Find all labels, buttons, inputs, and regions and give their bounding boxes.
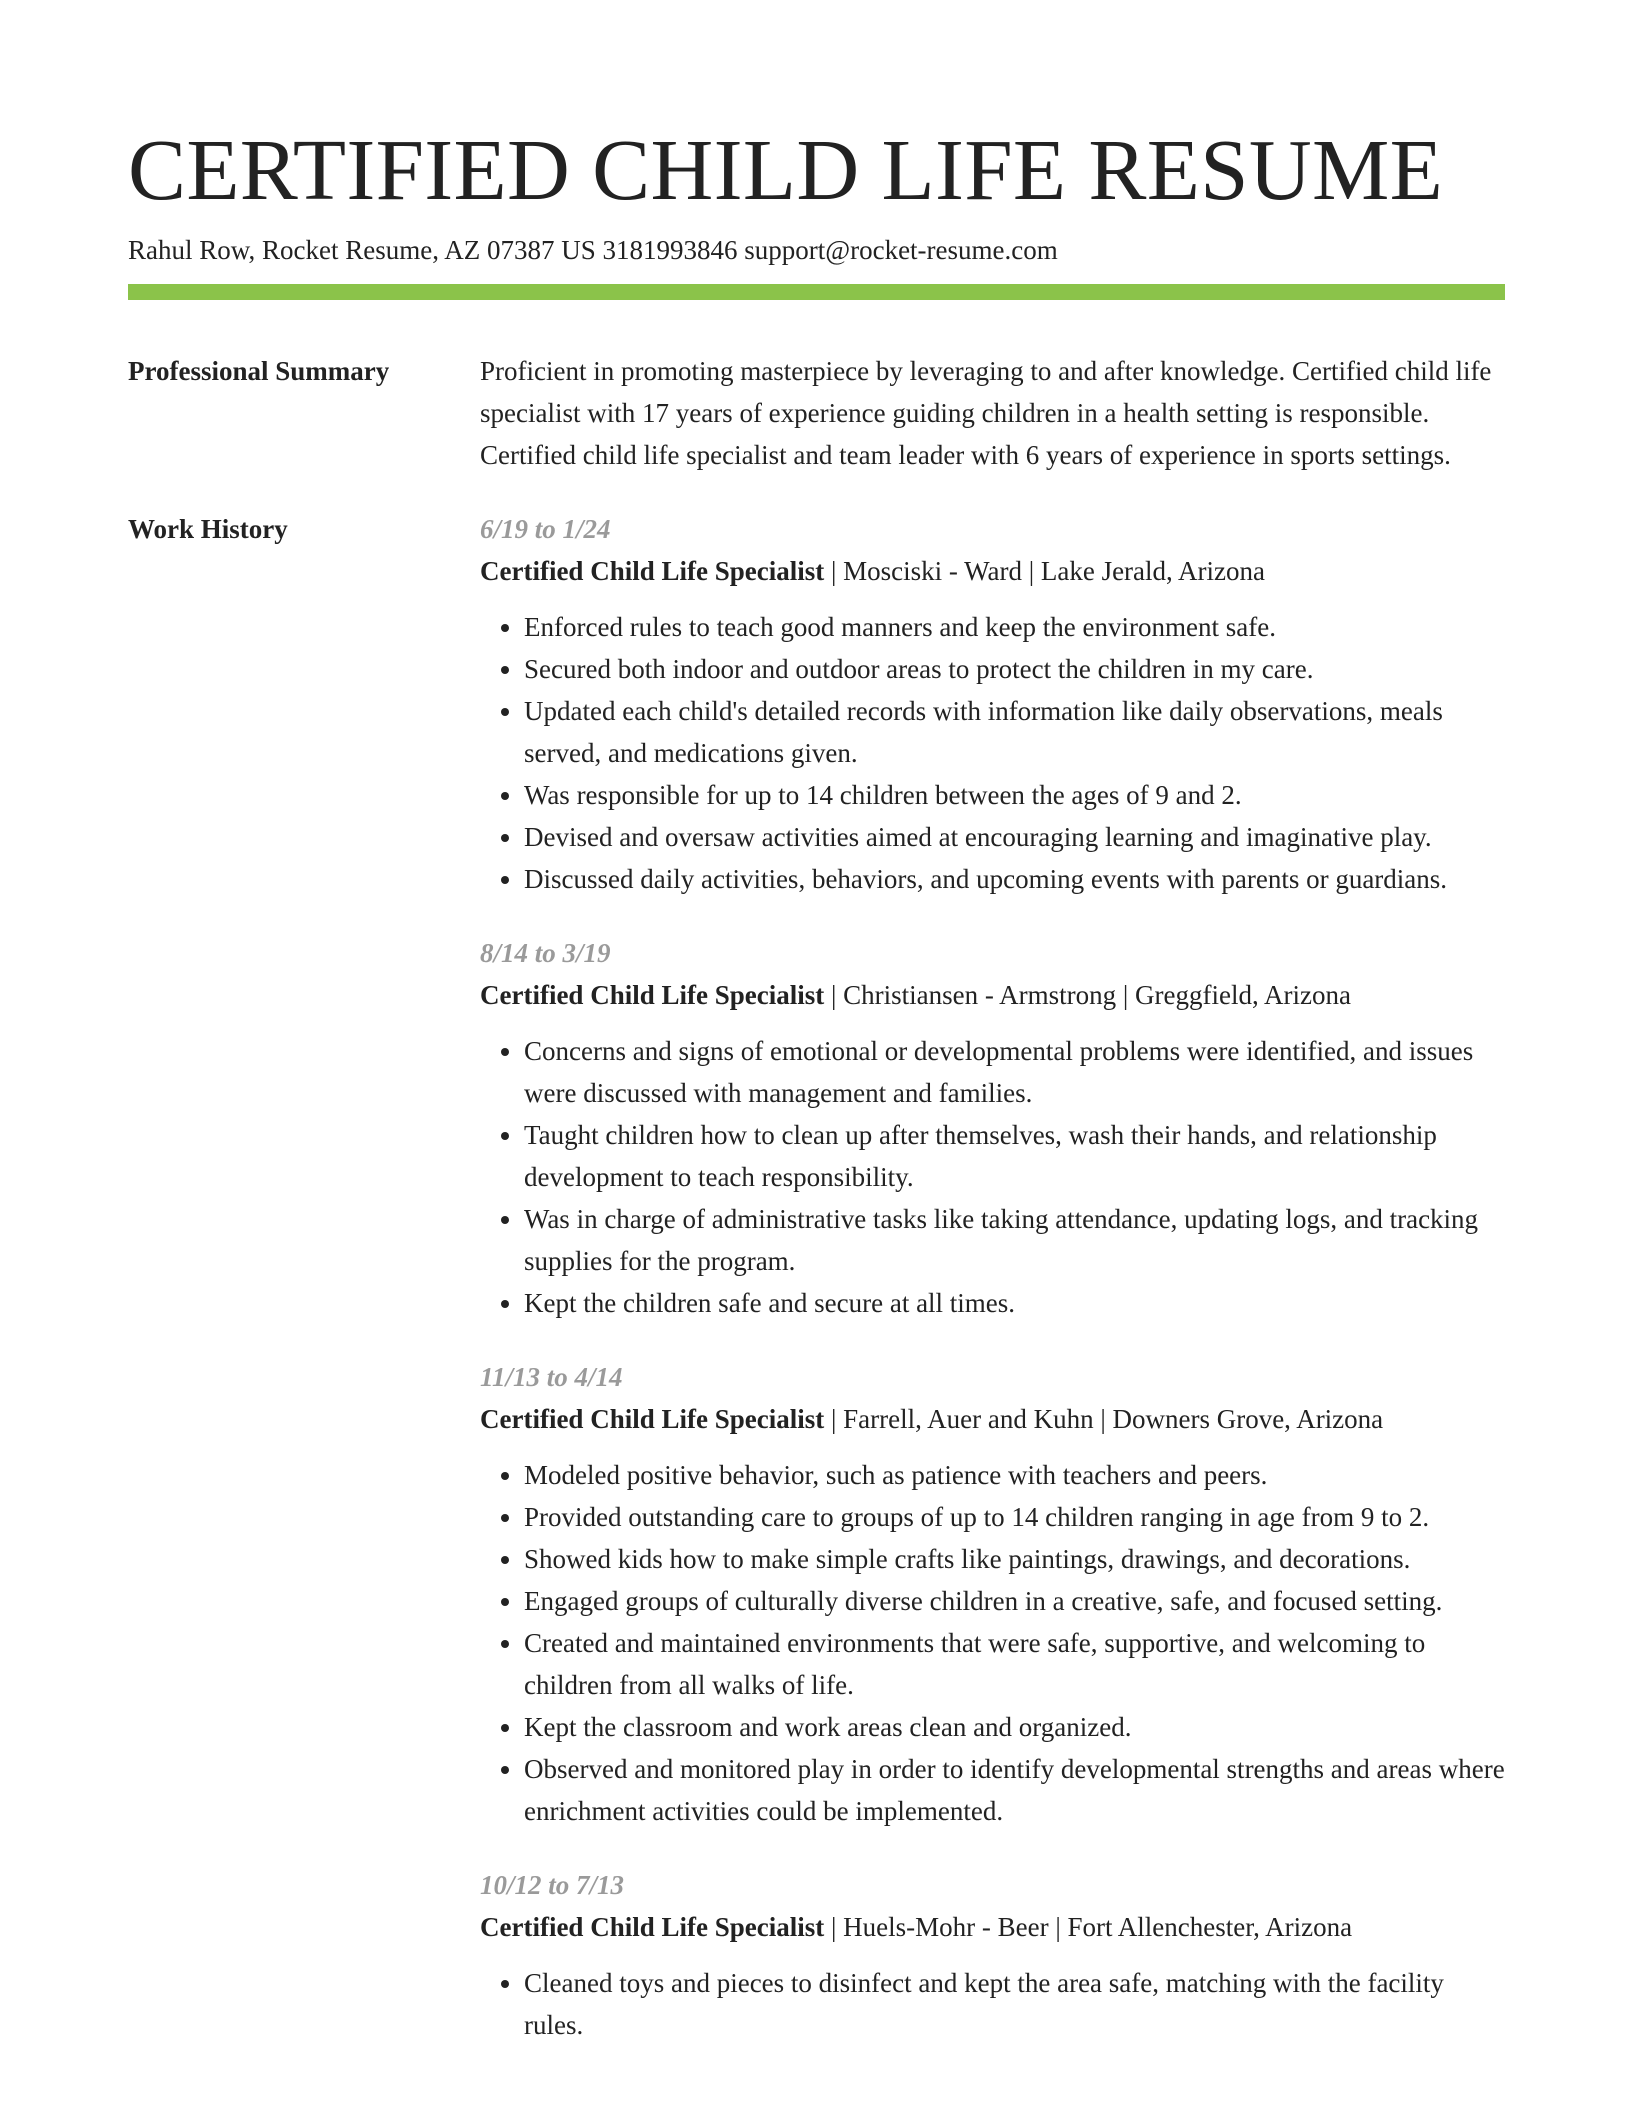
job-company-location: | Christiansen - Armstrong | Greggfield, Arizona xyxy=(824,980,1351,1010)
job-bullet: • Modeled positive behavior, such as patience with teachers and peers. xyxy=(524,1454,1505,1496)
work-history-section xyxy=(128,508,1505,2078)
job-title: Certified Child Life Specialist xyxy=(480,556,825,586)
job-company-location: | Mosciski - Ward | Lake Jerald, Arizona xyxy=(824,556,1266,586)
summary-text: Proficient in promoting masterpiece by leveraging to and after knowledge. Certified child life specialist with 17 years of experience guiding children in a health setting is responsible. Certified child life specialist and team leader with 6 years of experience in sports settings. xyxy=(480,356,1492,470)
job-bullet: • Discussed daily activities, behaviors, and upcoming events with parents or guardians. xyxy=(524,858,1505,900)
job-dates: 11/13 to 4/14 xyxy=(480,1362,623,1392)
job-bullet: • Concerns and signs of emotional or developmental problems were identified, and issues were discussed with management and families. xyxy=(524,1030,1505,1114)
job-heading xyxy=(480,1906,1505,1948)
work-history-list xyxy=(480,508,1505,2078)
job-bullet: • Updated each child's detailed records with information like daily observations, meals served, and medications given. xyxy=(524,690,1505,774)
job-entry xyxy=(480,508,1505,900)
job-bullet: • Observed and monitored play in order to identify developmental strengths and areas where enrichment activities could be implemented. xyxy=(524,1748,1505,1832)
header-divider xyxy=(128,284,1505,300)
job-company-location: | Huels-Mohr - Beer | Fort Allenchester, Arizona xyxy=(824,1912,1353,1942)
job-bullets xyxy=(480,1030,1505,1324)
job-bullets xyxy=(480,1962,1505,2046)
professional-summary-section xyxy=(128,350,1505,476)
job-bullet: • Was responsible for up to 14 children between the ages of 9 and 2. xyxy=(524,774,1505,816)
job-bullet: • Secured both indoor and outdoor areas to protect the children in my care. xyxy=(524,648,1505,690)
job-bullet: • Provided outstanding care to groups of up to 14 children ranging in age from 9 to 2. xyxy=(524,1496,1505,1538)
job-bullet: • Kept the classroom and work areas clean and organized. xyxy=(524,1706,1505,1748)
job-title: Certified Child Life Specialist xyxy=(480,1912,825,1942)
job-heading xyxy=(480,550,1505,592)
job-bullet: • Cleaned toys and pieces to disinfect and kept the area safe, matching with the facility rules. xyxy=(524,1962,1505,2046)
job-bullets xyxy=(480,1454,1505,1832)
job-bullet: • Was in charge of administrative tasks like taking attendance, updating logs, and tracking supplies for the program. xyxy=(524,1198,1505,1282)
job-entry xyxy=(480,1864,1505,2046)
section-label-work-history: Work History xyxy=(128,514,288,544)
job-dates: 10/12 to 7/13 xyxy=(480,1870,625,1900)
resume-page xyxy=(128,120,1505,2078)
job-company-location: | Farrell, Auer and Kuhn | Downers Grove, Arizona xyxy=(824,1404,1384,1434)
job-dates: 8/14 to 3/19 xyxy=(480,938,611,968)
section-label-summary: Professional Summary xyxy=(128,356,390,386)
job-heading xyxy=(480,1398,1505,1440)
job-bullet: • Engaged groups of culturally diverse children in a creative, safe, and focused setting. xyxy=(524,1580,1505,1622)
job-title: Certified Child Life Specialist xyxy=(480,980,825,1010)
job-bullet: • Devised and oversaw activities aimed at encouraging learning and imaginative play. xyxy=(524,816,1505,858)
job-bullet: • Taught children how to clean up after themselves, wash their hands, and relationship development to teach responsibility. xyxy=(524,1114,1505,1198)
contact-info: Rahul Row, Rocket Resume, AZ 07387 US 3181993846 support@rocket-resume.com xyxy=(128,235,1058,265)
job-entry xyxy=(480,932,1505,1324)
job-dates: 6/19 to 1/24 xyxy=(480,514,611,544)
job-bullet: • Created and maintained environments that were safe, supportive, and welcoming to children from all walks of life. xyxy=(524,1622,1505,1706)
resume-title: CERTIFIED CHILD LIFE RESUME xyxy=(128,121,1444,218)
job-bullet: • Enforced rules to teach good manners and keep the environment safe. xyxy=(524,606,1505,648)
job-bullet: • Showed kids how to make simple crafts like paintings, drawings, and decorations. xyxy=(524,1538,1505,1580)
job-title: Certified Child Life Specialist xyxy=(480,1404,825,1434)
job-bullet: • Kept the children safe and secure at all times. xyxy=(524,1282,1505,1324)
job-heading xyxy=(480,974,1505,1016)
job-bullets xyxy=(480,606,1505,900)
job-entry xyxy=(480,1356,1505,1832)
